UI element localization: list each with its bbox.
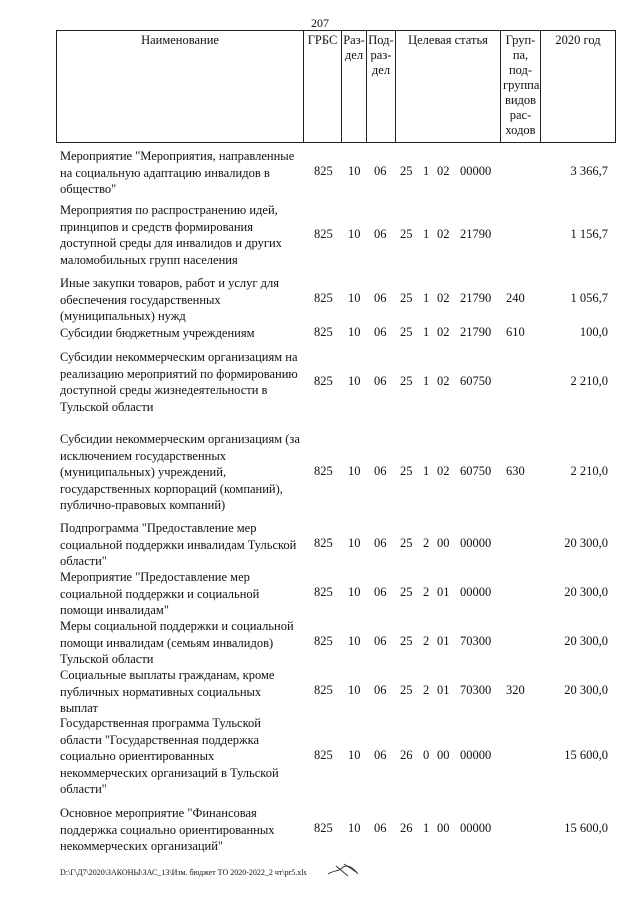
header-razdel: Раз- дел: [342, 31, 367, 142]
row-razdel: 10: [348, 325, 361, 339]
row-cs-program: 25: [400, 536, 413, 550]
row-razdel: 10: [348, 291, 361, 305]
row-razdel: 10: [348, 464, 361, 478]
row-podrazdel: 06: [374, 325, 387, 339]
header-gruppa-vidov-rashodov: Груп- па, под- группа видов рас- ходов: [501, 31, 541, 142]
row-podrazdel: 06: [374, 821, 387, 835]
row-cs-subprogram: 1: [423, 227, 430, 241]
row-grbs: 825: [314, 821, 333, 835]
row-razdel: 10: [348, 374, 361, 388]
row-cs-direction: 60750: [460, 464, 492, 478]
row-cs-direction: 21790: [460, 291, 492, 305]
row-podrazdel: 06: [374, 683, 387, 697]
row-podrazdel: 06: [374, 164, 387, 178]
row-cs-program: 25: [400, 585, 413, 599]
row-podrazdel: 06: [374, 634, 387, 648]
row-grbs: 825: [314, 227, 333, 241]
row-name: Мероприятие "Мероприятия, направленные на социальную адаптацию инвалидов в общество": [60, 149, 295, 196]
row-cs-subprogram: 1: [423, 164, 430, 178]
row-name: Подпрограмма "Предоставление мер социальной поддержки инвалидам Тульской области": [60, 521, 297, 568]
row-podrazdel: 06: [374, 585, 387, 599]
row-cs-program: 25: [400, 464, 413, 478]
row-cs-event: 02: [437, 164, 450, 178]
row-sum: 2 210,0: [570, 464, 608, 478]
header-celevaya-statya: Целевая статья: [396, 31, 501, 142]
row-cs-event: 02: [437, 227, 450, 241]
row-sum: 20 300,0: [564, 683, 608, 697]
row-cs-event: 01: [437, 585, 450, 599]
row-cs-direction: 21790: [460, 227, 492, 241]
row-razdel: 10: [348, 227, 361, 241]
row-cs-direction: 70300: [460, 683, 492, 697]
row-name: Мероприятия по распространению идей, принципов и средств формирования доступной среды для инвалидов и других маломобильных групп населения: [60, 203, 282, 267]
row-cs-subprogram: 1: [423, 821, 430, 835]
row-cs-program: 25: [400, 227, 413, 241]
row-cs-program: 25: [400, 634, 413, 648]
row-cs-direction: 00000: [460, 821, 492, 835]
row-grbs: 825: [314, 464, 333, 478]
row-sum: 3 366,7: [570, 164, 608, 178]
row-cs-event: 01: [437, 683, 450, 697]
row-sum: 1 056,7: [570, 291, 608, 305]
row-name: Субсидии бюджетным учреждениям: [60, 326, 255, 340]
row-sum: 15 600,0: [564, 821, 608, 835]
row-grbs: 825: [314, 748, 333, 762]
row-cs-subprogram: 2: [423, 634, 430, 648]
handwritten-mark: [326, 862, 360, 878]
row-sum: 20 300,0: [564, 536, 608, 550]
row-razdel: 10: [348, 634, 361, 648]
row-podrazdel: 06: [374, 464, 387, 478]
row-cs-event: 02: [437, 325, 450, 339]
row-grbs: 825: [314, 634, 333, 648]
row-name: Социальные выплаты гражданам, кроме публичных нормативных социальных выплат: [60, 668, 275, 715]
row-grbs: 825: [314, 536, 333, 550]
row-name: Иные закупки товаров, работ и услуг для обеспечения государственных (муниципальных) нужд: [60, 276, 280, 323]
row-razdel: 10: [348, 683, 361, 697]
row-grbs: 825: [314, 291, 333, 305]
row-podrazdel: 06: [374, 748, 387, 762]
row-razdel: 10: [348, 748, 361, 762]
row-cs-program: 25: [400, 683, 413, 697]
page-number: 207: [311, 16, 329, 30]
row-vid-rashodov: 320: [506, 683, 525, 697]
row-grbs: 825: [314, 585, 333, 599]
row-cs-program: 26: [400, 821, 413, 835]
row-grbs: 825: [314, 325, 333, 339]
row-sum: 15 600,0: [564, 748, 608, 762]
row-cs-event: 00: [437, 536, 450, 550]
row-grbs: 825: [314, 683, 333, 697]
row-vid-rashodov: 610: [506, 325, 525, 339]
row-razdel: 10: [348, 821, 361, 835]
row-sum: 1 156,7: [570, 227, 608, 241]
row-name: Субсидии некоммерческим организациям на реализацию мероприятий по формированию доступной среды жизнедеятельности в Тульской области: [60, 350, 298, 414]
row-cs-program: 25: [400, 291, 413, 305]
row-name: Государственная программа Тульской области "Государственная поддержка социально ориентированных некоммерческих организаций в Тульской области": [60, 716, 279, 796]
row-cs-direction: 00000: [460, 164, 492, 178]
row-cs-program: 26: [400, 748, 413, 762]
row-cs-subprogram: 1: [423, 325, 430, 339]
row-name: Субсидии некоммерческим организациям (за исключением государственных (муниципальных) учреждений, государственных корпораций (компаний), публично-правовых компаний): [60, 432, 300, 512]
row-cs-subprogram: 1: [423, 374, 430, 388]
header-year: 2020 год: [555, 33, 601, 47]
row-cs-subprogram: 2: [423, 536, 430, 550]
row-sum: 20 300,0: [564, 634, 608, 648]
row-cs-direction: 70300: [460, 634, 492, 648]
row-cs-event: 02: [437, 291, 450, 305]
row-vid-rashodov: 630: [506, 464, 525, 478]
row-cs-program: 25: [400, 325, 413, 339]
row-cs-direction: 00000: [460, 748, 492, 762]
row-name: Основное мероприятие "Финансовая поддержка социально ориентированных некоммерческих организаций": [60, 806, 275, 853]
table-header: [56, 30, 616, 143]
header-name: Наименование: [57, 31, 304, 142]
row-podrazdel: 06: [374, 227, 387, 241]
row-cs-event: 00: [437, 748, 450, 762]
row-cs-subprogram: 2: [423, 683, 430, 697]
row-name: Меры социальной поддержки и социальной помощи инвалидам (семьям инвалидов) Тульской области: [60, 619, 294, 666]
row-podrazdel: 06: [374, 536, 387, 550]
header-podrazdel: Под- раз- дел: [367, 31, 396, 142]
row-razdel: 10: [348, 585, 361, 599]
row-razdel: 10: [348, 536, 361, 550]
row-cs-subprogram: 2: [423, 585, 430, 599]
row-vid-rashodov: 240: [506, 291, 525, 305]
row-sum: 20 300,0: [564, 585, 608, 599]
row-grbs: 825: [314, 164, 333, 178]
row-razdel: 10: [348, 164, 361, 178]
row-cs-direction: 00000: [460, 536, 492, 550]
row-cs-event: 02: [437, 464, 450, 478]
row-podrazdel: 06: [374, 374, 387, 388]
row-cs-program: 25: [400, 374, 413, 388]
row-cs-direction: 60750: [460, 374, 492, 388]
row-sum: 100,0: [579, 325, 608, 339]
row-cs-subprogram: 1: [423, 291, 430, 305]
row-cs-subprogram: 0: [423, 748, 430, 762]
row-cs-event: 02: [437, 374, 450, 388]
row-sum: 2 210,0: [570, 374, 608, 388]
row-cs-direction: 21790: [460, 325, 492, 339]
header-grbs: ГРБС: [304, 31, 342, 142]
row-cs-subprogram: 1: [423, 464, 430, 478]
row-cs-program: 25: [400, 164, 413, 178]
row-cs-event: 00: [437, 821, 450, 835]
row-cs-event: 01: [437, 634, 450, 648]
row-name: Мероприятие "Предоставление мер социальной поддержки и социальной помощи инвалидам": [60, 570, 260, 617]
row-cs-direction: 00000: [460, 585, 492, 599]
row-podrazdel: 06: [374, 291, 387, 305]
row-grbs: 825: [314, 374, 333, 388]
file-path-footer: D:\Г\Д7\2020\ЗАКОНЫ\ЗАС_13\Изм. бюджет ТО 2020-2022_2 чт\pr5.xls: [60, 868, 307, 877]
